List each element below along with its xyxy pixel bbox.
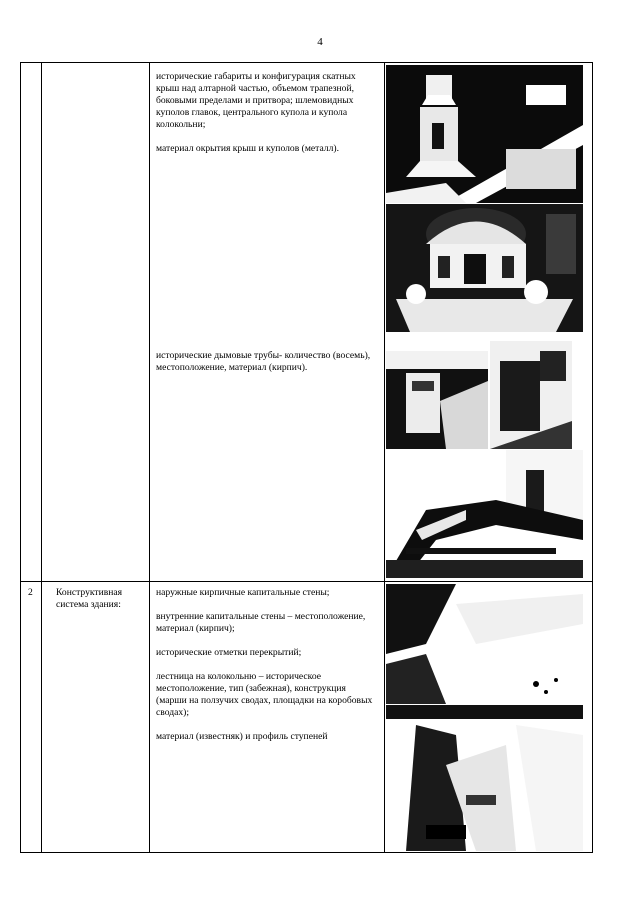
row1-description <box>156 71 378 167</box>
row2-description <box>156 587 378 755</box>
row2-label: Конструктивная система здания: <box>56 587 123 610</box>
chimney-photo <box>386 351 488 449</box>
chimneys-text: исторические дымовые трубы- количество (восемь), местоположение, материал (кирпич). <box>156 350 371 373</box>
cornice-chimney-photo <box>386 450 583 578</box>
column-divider <box>149 63 150 852</box>
floor-levels-text: исторические отметки перекрытий; <box>156 647 302 658</box>
walls-photo <box>386 584 583 704</box>
row2-number: 2 <box>28 587 33 598</box>
protection-table <box>20 62 593 853</box>
inner-walls-text: внутренние капитальные стены – местоположение, материал (кирпич); <box>156 611 366 634</box>
column-divider <box>41 63 42 852</box>
dome-photo <box>386 204 583 332</box>
outer-walls-text: наружные кирпичные капитальные стены; <box>156 587 330 598</box>
roof-geometry-text: исторические габариты и конфигурация скатных крыш над алтарной частью, объемом трапезной, боковыми пределами и притвора; шлемовидных куполов главок, центрального купола и купола колокольни; <box>156 71 356 130</box>
page-number: 4 <box>317 36 323 48</box>
steps-material-text: материал (известняк) и профиль ступеней <box>156 731 328 742</box>
chimney-photo-2 <box>490 341 572 449</box>
roof-material-text: материал окрытия крыш и куполов (металл). <box>156 143 339 154</box>
staircase-text: лестница на колокольню – историческое местоположение, тип (забежная), конструкция (марши на ползучих сводах, площадки на коробовых сводах); <box>156 671 373 718</box>
bell-tower-photo <box>386 65 583 203</box>
row-divider <box>21 581 592 582</box>
column-divider <box>384 63 385 852</box>
staircase-photo <box>386 705 583 851</box>
